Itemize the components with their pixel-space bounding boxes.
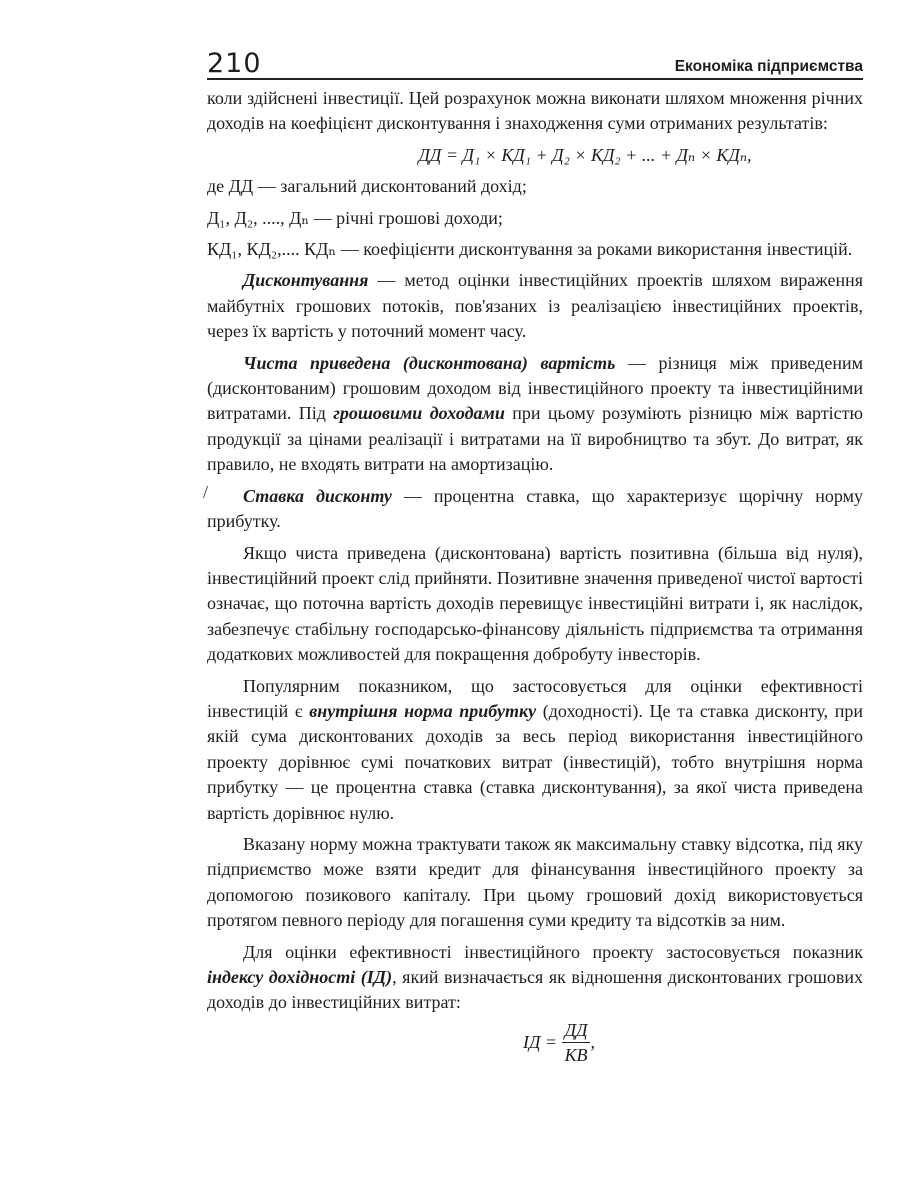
term-discounting: Дисконтування bbox=[243, 270, 369, 291]
page-number: 210 bbox=[207, 48, 262, 79]
paragraph-max-rate: Вказану норму можна трактувати також як максимальну ставку відсотка, під яку підприємство може взяти кредит для фінансування інвестиційного проекту за допомогою позикового капіталу. При цьому грошовий дохід використовується протягом певного періоду для погашення суми кредиту та відсотків за ним. bbox=[207, 833, 863, 931]
paragraph-positive-npv: Якщо чиста приведена (дисконтована) вартість позитивна (більша від нуля), інвестиційний проект слід прийняти. Позитивне значення приведеної чистої вартості означає, що поточна вартість доходів перевищує інвестиційні витрати і, як наслідок, забезпечує стабільну господарсько-фінансову діяльність підприємства та отримання додаткових можливостей для покращення добробуту інвесторів. bbox=[207, 542, 863, 665]
paragraph-text: (доходності). Це та ставка дисконту, при якій сума дисконтованих доходів за весь період використання інвестиційного проекту дорівнює сумі початкових витрат (інвестицій), тобто внутрішня норма прибутку — це процентна ставка (ставка дисконтування), за якої чиста приведена вартість дорівнює нулю. bbox=[207, 700, 863, 823]
term-irr: внутрішня норма прибутку bbox=[309, 700, 537, 721]
term-discount-rate: Ставка дисконту bbox=[243, 485, 392, 506]
term-cash-income: грошовими доходами bbox=[333, 403, 505, 424]
fraction-denominator: КВ bbox=[564, 1044, 588, 1065]
paragraph-text: — процентна ставка, що характеризує щорічну норму прибутку. bbox=[207, 485, 863, 532]
paragraph-npv bbox=[207, 351, 863, 478]
definition-dd: ДД — загальний дисконтований дохід; bbox=[228, 176, 527, 197]
paragraph-text: , який визначається як відношення дисконтованих грошових доходів до інвестиційних витрат: bbox=[207, 967, 863, 1013]
definition-d: Д₁, Д₂, ...., Дₙ — річні грошові доходи; bbox=[207, 207, 503, 228]
formula-fraction bbox=[562, 1018, 591, 1067]
paragraph-text: — метод оцінки інвестиційних проектів шляхом вираження майбутніх грошових потоків, пов'язаних із реалізацією інвестиційних проектів, через їх вартість у поточний момент часу. bbox=[207, 270, 863, 342]
paragraph-intro: коли здійснені інвестиції. Цей розрахунок можна виконати шляхом множення річних доходів на коефіцієнт дисконтування і знаходження суми отриманих результатів: bbox=[207, 88, 863, 134]
paragraph-text: Популярним показником, що застосовується для оцінки ефективності інвестицій є bbox=[207, 675, 863, 721]
paragraph-irr bbox=[207, 674, 863, 826]
definition-intro: де bbox=[207, 176, 225, 197]
paragraph-discounting bbox=[207, 268, 863, 344]
term-profitability-index: індексу дохідності (ІД) bbox=[207, 967, 393, 987]
formula-discounted-income: ДД = Д₁ × КД₁ + Д₂ × КД₂ + ... + Дₙ × КДₙ, bbox=[418, 144, 752, 165]
paragraph-text: при цьому розуміють різницю між вартістю продукції за цінами реалізації і витратами на її виробництво та збут. До витрат, як правило, не входять витрати на амортизацію. bbox=[207, 403, 863, 475]
formula-tail: , bbox=[590, 1031, 596, 1052]
running-title: Економіка підприємства bbox=[674, 58, 863, 75]
definition-kd: КД₁, КД₂,.... КДₙ — коефіцієнти дисконтування за роками використання інвестицій. bbox=[207, 239, 853, 260]
term-npv: Чиста приведена (дисконтована) вартість bbox=[243, 352, 616, 373]
fraction-numerator: ДД bbox=[562, 1018, 591, 1043]
margin-mark: / bbox=[203, 482, 209, 502]
page-header bbox=[207, 50, 863, 80]
formula-profitability-index bbox=[207, 1018, 863, 1067]
paragraph-profitability-index bbox=[207, 940, 863, 1016]
page-body bbox=[207, 86, 863, 1067]
definition-list-item bbox=[207, 174, 863, 199]
formula-lhs: ІД = bbox=[522, 1031, 562, 1052]
paragraph-discount-rate bbox=[207, 484, 863, 535]
paragraph-text: Для оцінки ефективності інвестиційного проекту застосовується показник bbox=[243, 941, 863, 962]
paragraph-text: — різниця між приведеним (дисконтованим) грошовим доходом від інвестиційного проекту та інвестиційними витратами. Під bbox=[207, 352, 863, 424]
